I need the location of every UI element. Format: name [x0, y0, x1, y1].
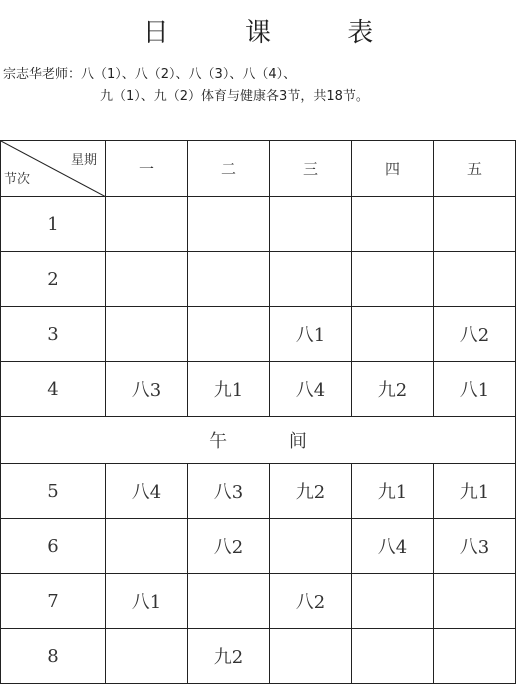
timetable	[0, 140, 516, 684]
class-cell	[270, 629, 352, 684]
class-cell: 八3	[106, 362, 188, 417]
period-number: 3	[1, 307, 106, 362]
class-cell	[434, 629, 516, 684]
class-cell: 九1	[434, 464, 516, 519]
class-cell: 八4	[270, 362, 352, 417]
class-cell: 八2	[270, 574, 352, 629]
lunch-break-label: 午 间	[1, 417, 516, 464]
class-cell: 九1	[188, 362, 270, 417]
class-cell	[352, 197, 434, 252]
class-cell	[434, 252, 516, 307]
period-row	[1, 307, 516, 362]
period-number: 6	[1, 519, 106, 574]
class-cell	[188, 574, 270, 629]
class-cell	[434, 197, 516, 252]
class-cell: 八4	[106, 464, 188, 519]
day-header-mon: 一	[106, 141, 188, 197]
period-row	[1, 574, 516, 629]
period-number: 1	[1, 197, 106, 252]
class-cell	[270, 252, 352, 307]
period-number: 8	[1, 629, 106, 684]
day-header-fri: 五	[434, 141, 516, 197]
day-header-thu: 四	[352, 141, 434, 197]
period-row	[1, 252, 516, 307]
class-cell	[188, 252, 270, 307]
teacher-note	[3, 64, 513, 108]
class-cell: 八1	[434, 362, 516, 417]
class-cell: 九1	[352, 464, 434, 519]
lunch-break-row	[1, 417, 516, 464]
class-cell: 八2	[434, 307, 516, 362]
period-number: 7	[1, 574, 106, 629]
period-row	[1, 519, 516, 574]
note-line-2: 九（1）、九（2）体育与健康各3节，共18节。	[100, 89, 369, 104]
period-row	[1, 464, 516, 519]
class-cell: 八1	[270, 307, 352, 362]
class-cell: 八1	[106, 574, 188, 629]
period-row	[1, 362, 516, 417]
weekday-header-label: 星期	[70, 153, 97, 168]
class-cell	[270, 519, 352, 574]
class-cell: 九2	[270, 464, 352, 519]
class-cell	[188, 197, 270, 252]
note-line-1: 宗志华老师：八（1）、八（2）、八（3）、八（4）、	[3, 67, 297, 82]
class-cell: 八4	[352, 519, 434, 574]
class-cell	[106, 307, 188, 362]
class-cell	[352, 252, 434, 307]
class-cell	[352, 307, 434, 362]
class-cell	[352, 629, 434, 684]
class-cell	[188, 307, 270, 362]
period-row	[1, 629, 516, 684]
class-cell	[106, 629, 188, 684]
class-cell	[106, 252, 188, 307]
period-number: 5	[1, 464, 106, 519]
class-cell: 九2	[188, 629, 270, 684]
page-title: 日 课 表	[142, 17, 408, 48]
class-cell: 八3	[434, 519, 516, 574]
period-number: 2	[1, 252, 106, 307]
class-cell: 九2	[352, 362, 434, 417]
corner-cell	[1, 141, 106, 197]
class-cell	[106, 519, 188, 574]
class-cell	[434, 574, 516, 629]
day-header-tue: 二	[188, 141, 270, 197]
period-row	[1, 197, 516, 252]
header-row	[1, 141, 516, 197]
day-header-wed: 三	[270, 141, 352, 197]
period-header-label: 节次	[4, 172, 31, 187]
class-cell	[106, 197, 188, 252]
class-cell: 八3	[188, 464, 270, 519]
period-number: 4	[1, 362, 106, 417]
class-cell	[352, 574, 434, 629]
class-cell: 八2	[188, 519, 270, 574]
class-cell	[270, 197, 352, 252]
